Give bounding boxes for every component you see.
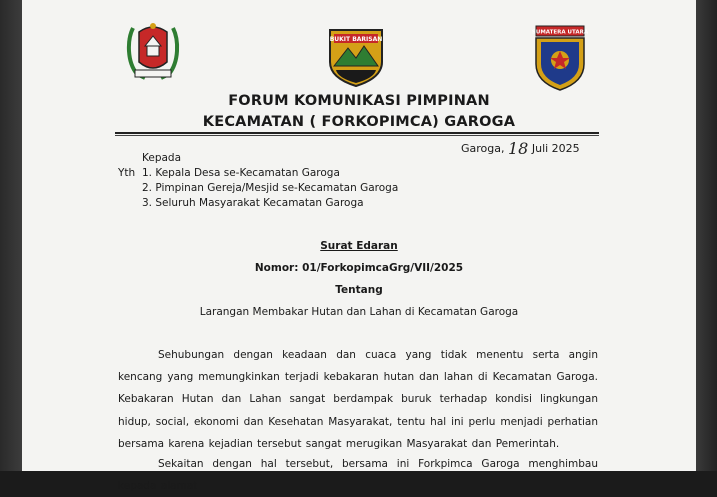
police-logo-text: SUMATERA UTARA (531, 29, 589, 36)
letterhead-title-line1: FORUM KOMUNIKASI PIMPINAN (228, 93, 490, 109)
letterhead-rule-thin (115, 135, 599, 136)
date-place: Garoga, (461, 142, 505, 155)
letter-number: Nomor: 01/ForkopimcaGrg/VII/2025 (254, 262, 464, 274)
photo-background-right (696, 0, 717, 471)
regency-emblem-logo (123, 18, 183, 84)
letter-type: Surat Edaran (320, 240, 398, 252)
bukit-barisan-logo (326, 26, 386, 88)
letterhead-rule-thick (115, 132, 599, 134)
recipient-prefix: Yth (118, 167, 136, 179)
recipient-item: 2. Pimpinan Gereja/Mesjid se-Kecamatan Garoga (142, 182, 399, 194)
letterhead-title-line2: KECAMATAN ( FORKOPIMCA) GAROGA (202, 114, 516, 130)
body-paragraph-1: Sehubungan dengan keadaan dan cuaca yang tidak menentu serta angin kencang yang memungkinkan terjadi kebakaran hutan dan lahan di Kecamatan Garoga. Kebakaran Hutan dan Lahan sangat berdampak buruk terhadap kondisi lingkungan hidup, social, ekonomi dan Kesehatan Masyarakat, tentu hal ini perlu menjadi perhatian bersama karena kejadian tersebut sangat merugikan Masyarakat dan Pemerintah. (118, 349, 598, 450)
letter-page (22, 0, 696, 493)
police-sumut-logo (530, 24, 590, 92)
date-day-handwritten: 18 (508, 139, 529, 158)
letter-date (461, 137, 580, 156)
letter-subject: Larangan Membakar Hutan dan Lahan di Kecamatan Garoga (199, 306, 519, 318)
recipient-salutation: Kepada (142, 152, 182, 164)
photo-background-left (0, 0, 22, 471)
date-month-year: Juli 2025 (531, 142, 580, 155)
bukit-barisan-logo-text: BUKIT BARISAN (329, 36, 383, 43)
bukit-barisan-shield-icon (326, 26, 386, 88)
regency-emblem-icon (123, 18, 183, 84)
body-paragraph-2: Sekaitan dengan hal tersebut, bersama ini Forkpimca Garoga menghimbau kepada alamat (118, 458, 598, 493)
police-badge-icon (530, 24, 590, 92)
letter-about-label: Tentang (335, 284, 383, 296)
recipient-item: 1. Kepala Desa se-Kecamatan Garoga (142, 167, 340, 179)
recipient-item: 3. Seluruh Masyarakat Kecamatan Garoga (142, 197, 364, 209)
